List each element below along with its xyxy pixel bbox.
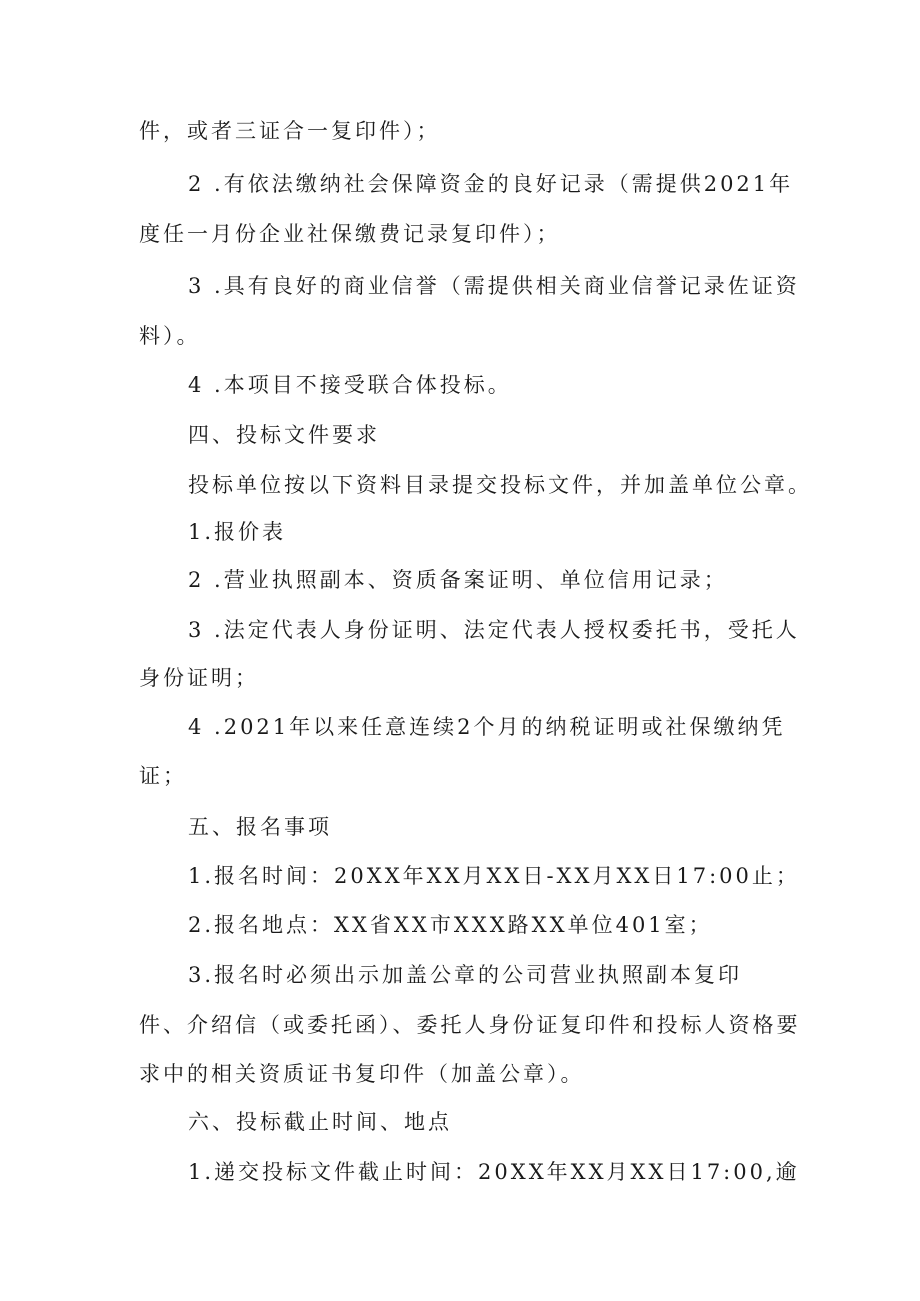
text-line: 件，或者三证合一复印件）； [139, 119, 441, 143]
text-line: 求中的相关资质证书复印件（加盖公章）。 [139, 1062, 585, 1086]
list-item: 3 .法定代表人身份证明、法定代表人授权委托书，受托人 [188, 618, 800, 642]
list-item: 4 .2021年以来任意连续2个月的纳税证明或社保缴纳凭 [188, 715, 786, 739]
list-item: 2 .有依法缴纳社会保障资金的良好记录（需提供2021年 [188, 172, 794, 196]
list-item: 1.报名时间：20XX年XX月XX日-XX月XX日17:00止； [188, 864, 800, 888]
text-line: 度任一月份企业社保缴费记录复印件）； [139, 222, 561, 246]
text-line: 件、介绍信（或委托函）、委托人身份证复印件和投标人资格要 [139, 1013, 801, 1037]
list-item: 3 .具有良好的商业信誉（需提供相关商业信誉记录佐证资 [188, 274, 800, 298]
section-heading: 五、报名事项 [188, 815, 332, 839]
list-item: 1.递交投标文件截止时间：20XX年XX月XX日17:00,逾 [188, 1160, 800, 1184]
section-heading: 四、投标文件要求 [188, 423, 380, 447]
list-item: 2 .营业执照副本、资质备案证明、单位信用记录； [188, 568, 728, 592]
text-line: 身份证明； [139, 666, 259, 690]
list-item: 2.报名地点：XX省XX市XXX路XX单位401室； [188, 913, 713, 937]
text-line: 证； [139, 764, 187, 788]
section-heading: 六、投标截止时间、地点 [188, 1110, 452, 1134]
list-item: 1.报价表 [188, 520, 287, 544]
paragraph: 投标单位按以下资料目录提交投标文件，并加盖单位公章。 [188, 473, 812, 497]
list-item: 4 .本项目不接受联合体投标。 [188, 373, 512, 397]
text-line: 料）。 [139, 324, 201, 348]
list-item: 3.报名时必须出示加盖公章的公司营业执照副本复印 [188, 963, 743, 987]
